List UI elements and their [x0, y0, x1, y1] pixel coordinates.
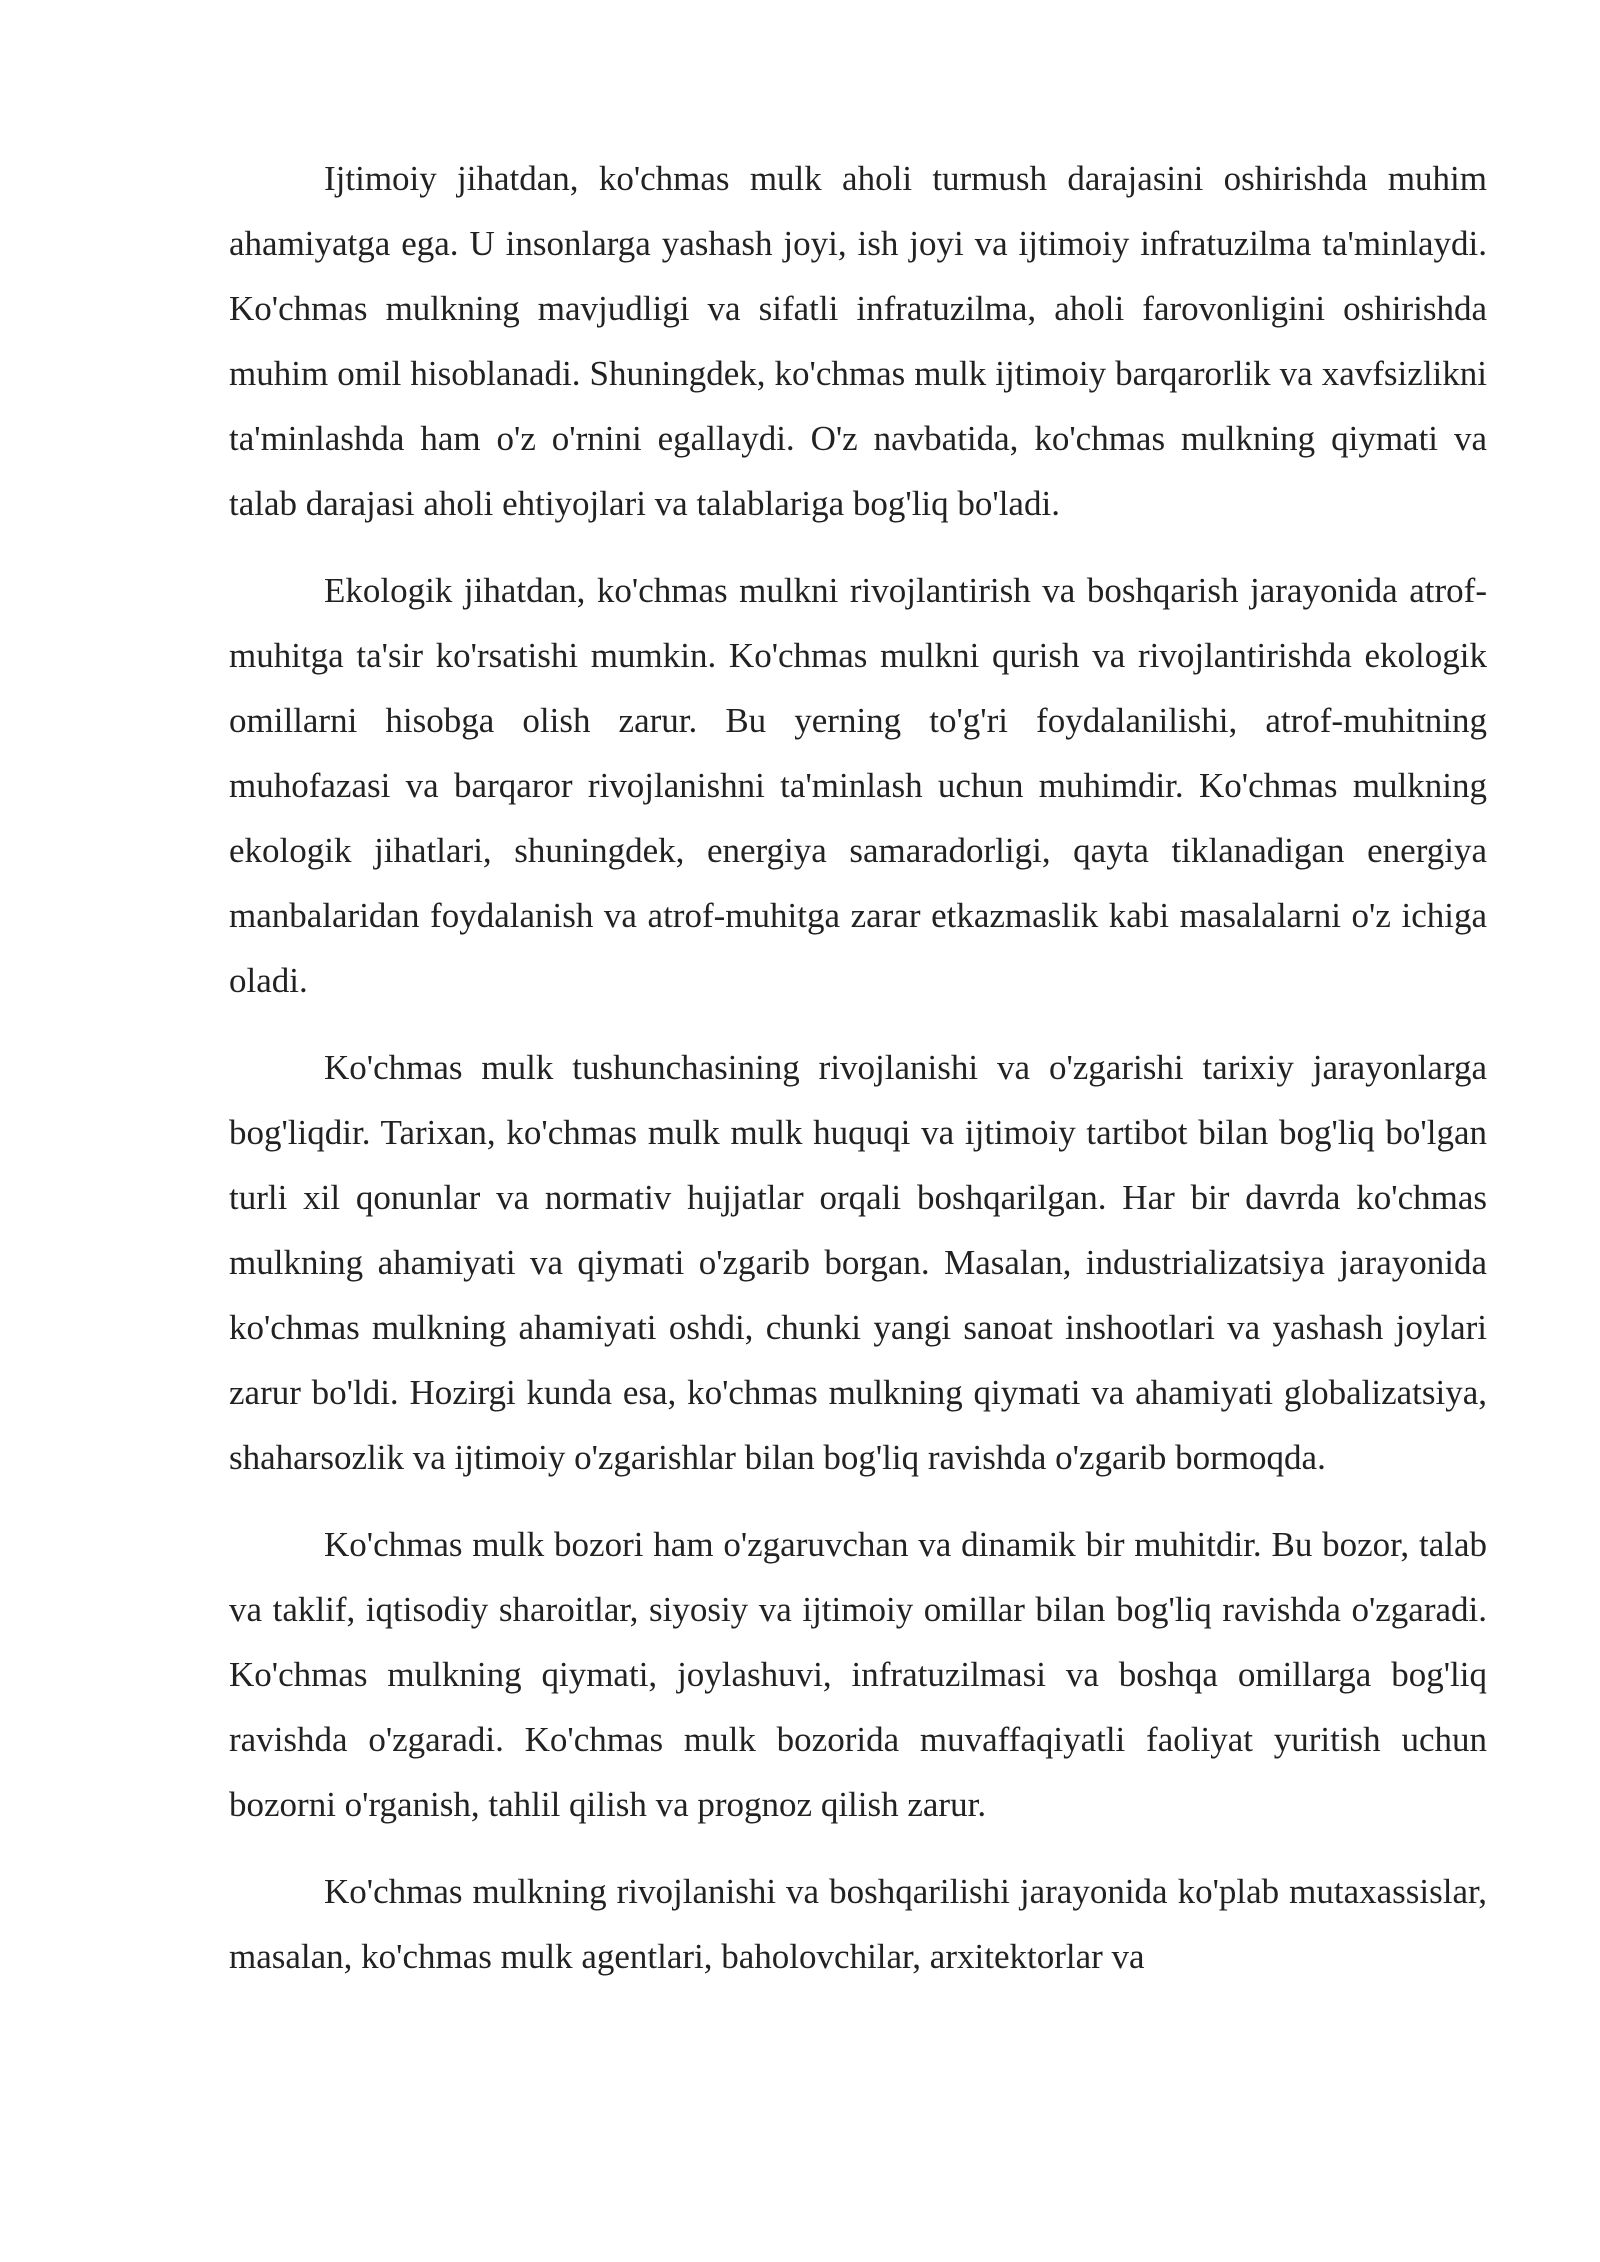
paragraph-historical: Ko'chmas mulk tushunchasining rivojlanishi va o'zgarishi tarixiy jarayonlarga bog'liqdir. Tarixan, ko'chmas mulk mulk huquqi va ijtimoiy tartibot bilan bog'liq bo'lgan turli xil qonunlar va normativ hujjatlar orqali boshqarilgan. Har bir davrda ko'chmas mulkning ahamiyati va qiymati o'zgarib borgan. Masalan, industrializatsiya jarayonida ko'chmas mulkning ahamiyati oshdi, chunki yangi sanoat inshootlari va yashash joylari zarur bo'ldi. Hozirgi kunda esa, ko'chmas mulkning qiymati va ahamiyati globalizatsiya, shaharsozlik va ijtimoiy o'zgarishlar bilan bog'liq ravishda o'zgarib bormoqda.: [229, 1048, 1487, 1477]
paragraph-specialists: Ko'chmas mulkning rivojlanishi va boshqarilishi jarayonida ko'plab mutaxassislar, masalan, ko'chmas mulk agentlari, baholovchilar, arxitektorlar va: [229, 1872, 1487, 1976]
document-body: [229, 146, 1487, 2011]
paragraph-social: Ijtimoiy jihatdan, ko'chmas mulk aholi turmush darajasini oshirishda muhim ahamiyatga ega. U insonlarga yashash joyi, ish joyi va ijtimoiy infratuzilma ta'minlaydi. Ko'chmas mulkning mavjudligi va sifatli infratuzilma, aholi farovonligini oshirishda muhim omil hisoblanadi. Shuningdek, ko'chmas mulk ijtimoiy barqarorlik va xavfsizlikni ta'minlashda ham o'z o'rnini egallaydi. O'z navbatida, ko'chmas mulkning qiymati va talab darajasi aholi ehtiyojlari va talablariga bog'liq bo'ladi.: [229, 159, 1487, 523]
paragraph-ecological: Ekologik jihatdan, ko'chmas mulkni rivojlantirish va boshqarish jarayonida atrof-muhitga ta'sir ko'rsatishi mumkin. Ko'chmas mulkni qurish va rivojlantirishda ekologik omillarni hisobga olish zarur. Bu yerning to'g'ri foydalanilishi, atrof-muhitning muhofazasi va barqaror rivojlanishni ta'minlash uchun muhimdir. Ko'chmas mulkning ekologik jihatlari, shuningdek, energiya samaradorligi, qayta tiklanadigan energiya manbalaridan foydalanish va atrof-muhitga zarar etkazmaslik kabi masalalarni o'z ichiga oladi.: [229, 571, 1487, 1000]
paragraph-market: Ko'chmas mulk bozori ham o'zgaruvchan va dinamik bir muhitdir. Bu bozor, talab va taklif, iqtisodiy sharoitlar, siyosiy va ijtimoiy omillar bilan bog'liq ravishda o'zgaradi. Ko'chmas mulkning qiymati, joylashuvi, infratuzilmasi va boshqa omillarga bog'liq ravishda o'zgaradi. Ko'chmas mulk bozorida muvaffaqiyatli faoliyat yuritish uchun bozorni o'rganish, tahlil qilish va prognoz qilish zarur.: [229, 1525, 1487, 1824]
